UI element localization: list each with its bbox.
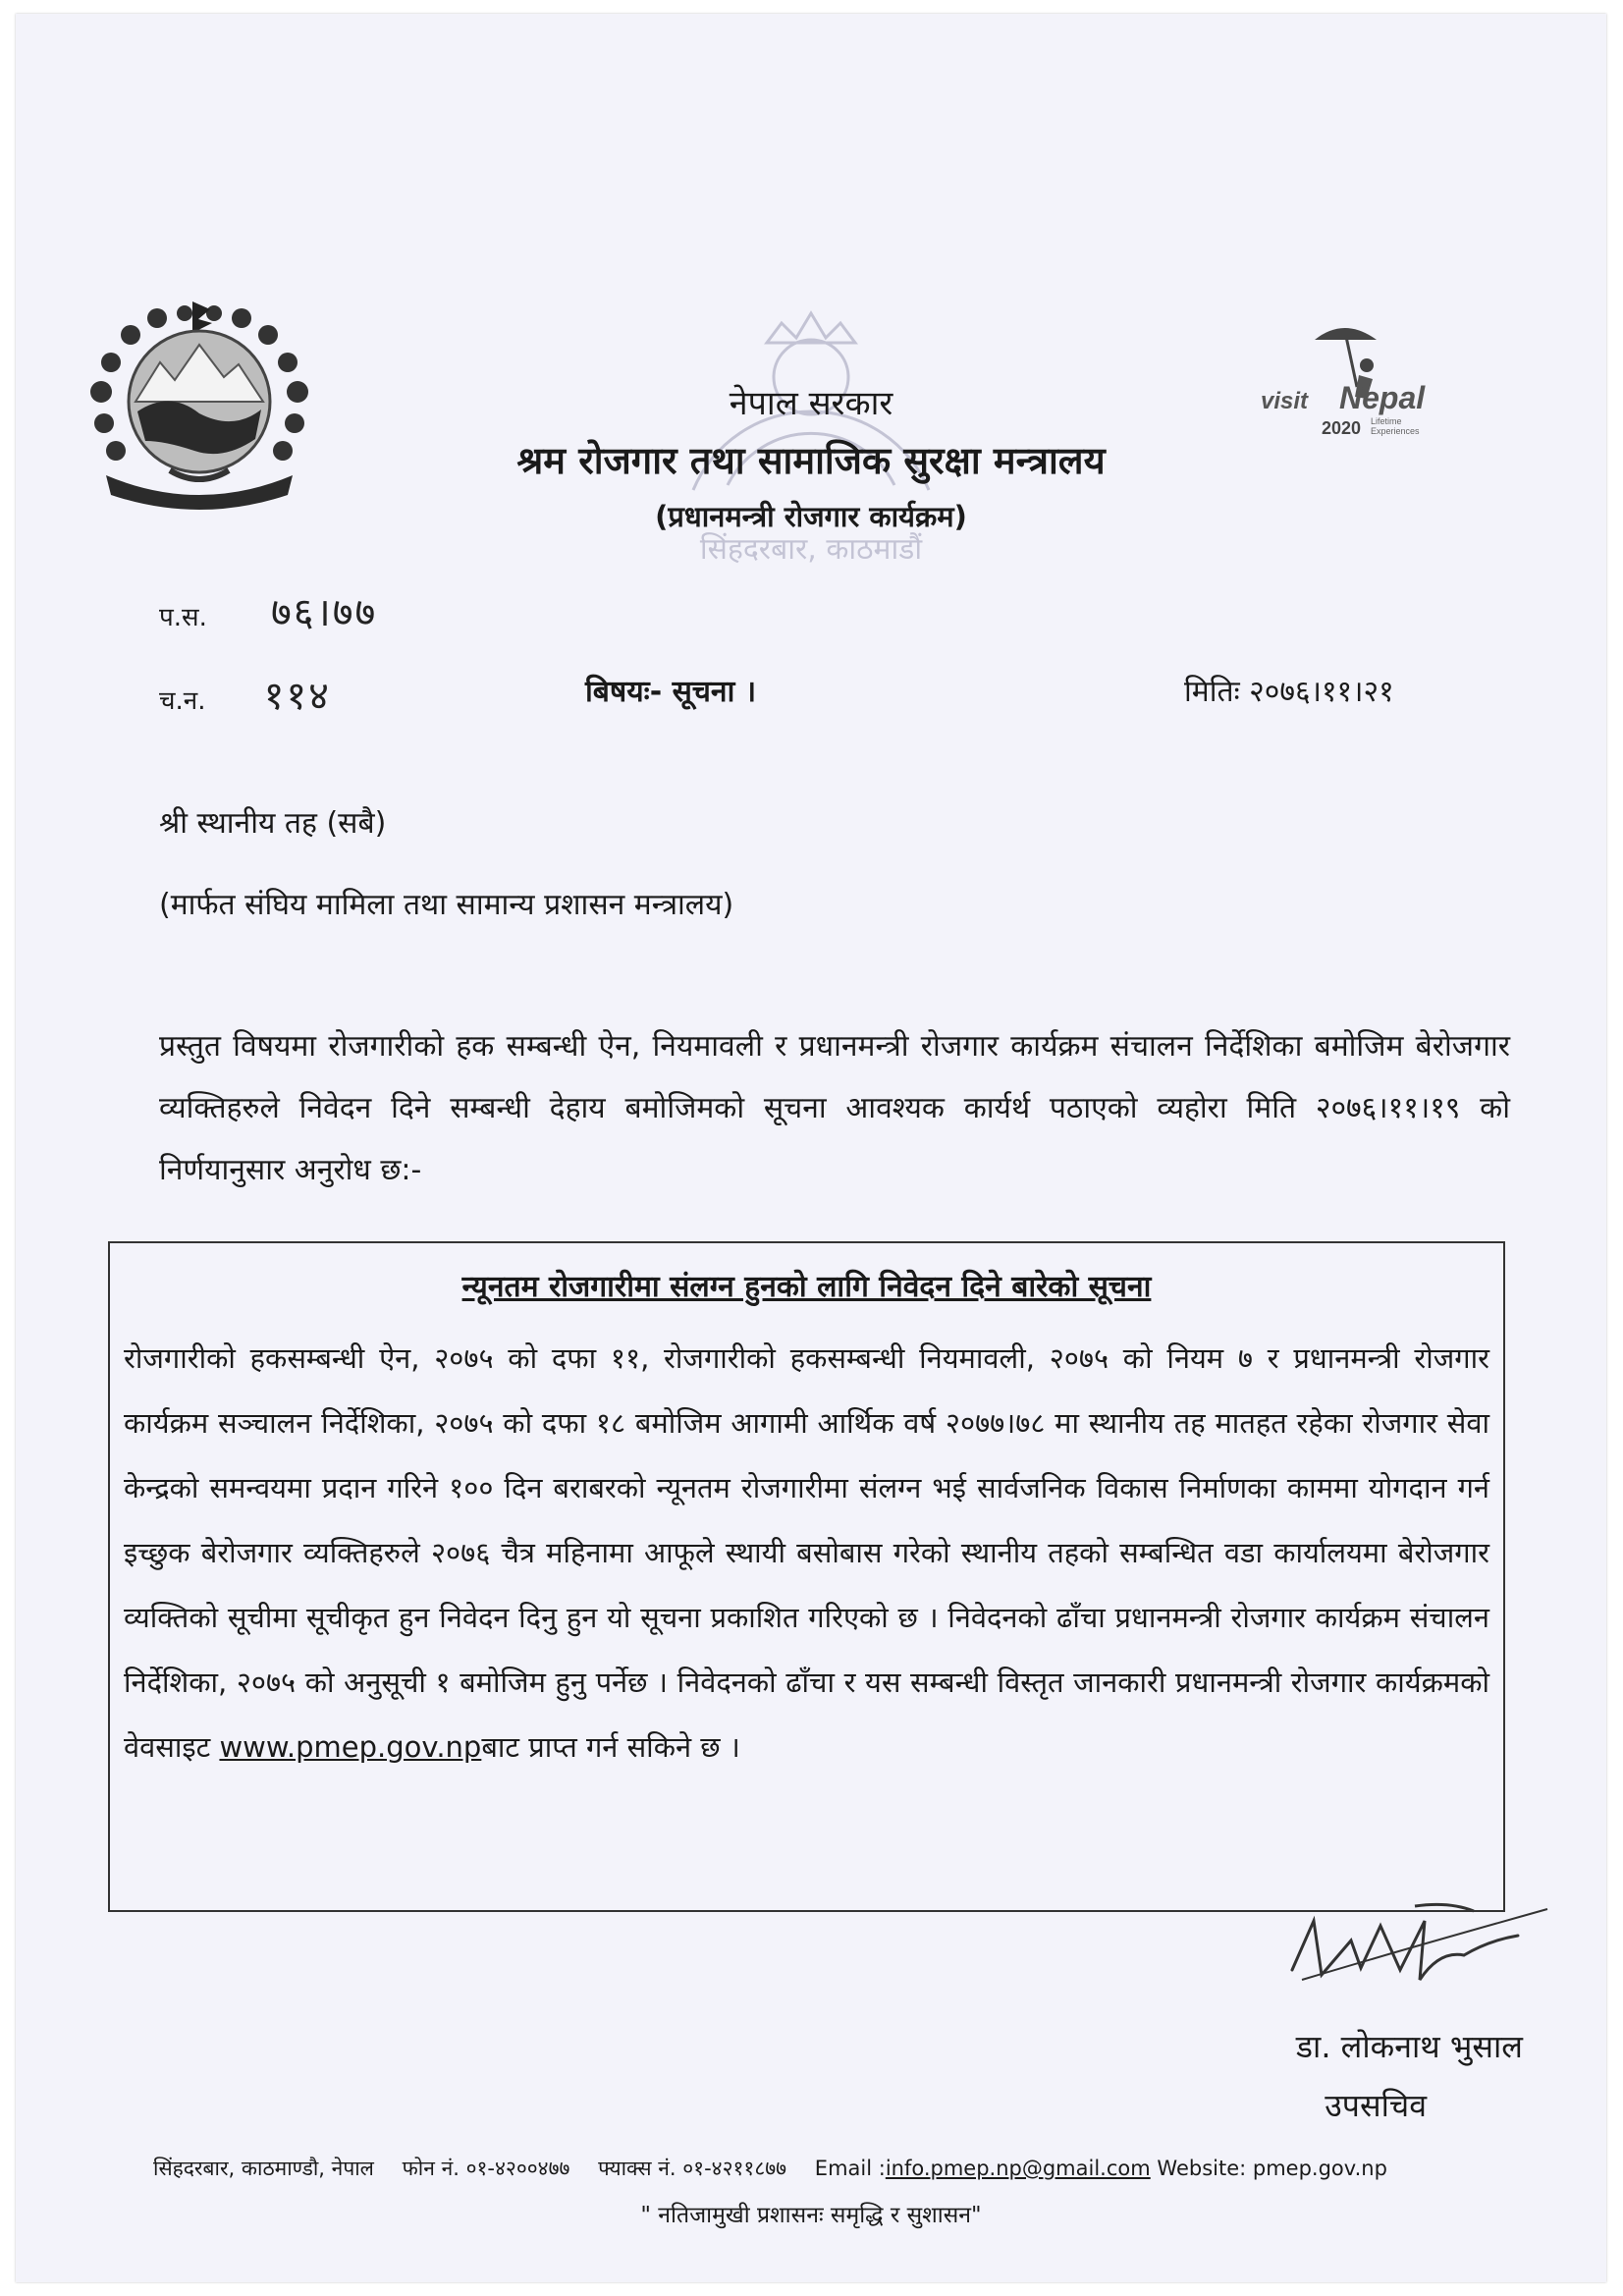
footer-website-label: Website: <box>1157 2157 1247 2180</box>
footer-contact <box>153 2155 1387 2182</box>
addressee-line-1: श्री स्थानीय तह (सबै) <box>159 806 387 841</box>
addressee-line-2: (मार्फत संघिय मामिला तथा सामान्य प्रशासन मन्त्रालय) <box>159 888 734 922</box>
footer-email-label: Email : <box>814 2157 886 2180</box>
stamp-text: सिंहदरबार, काठमाडौं <box>699 532 923 567</box>
website-link[interactable]: www.pmep.gov.np <box>219 1730 482 1764</box>
ps-number <box>159 583 377 637</box>
chn-number <box>159 667 331 721</box>
svg-text:Lifetime: Lifetime <box>1371 416 1402 426</box>
footer-motto: " नतिजामुखी प्रशासनः समृद्धि र सुशासन" <box>640 2203 982 2228</box>
signatory-title: उपसचिव <box>1325 2087 1427 2124</box>
header-program: (प्रधानमन्त्री रोजगार कार्यक्रम) <box>655 500 967 533</box>
footer-address: सिंहदरबार, काठमाण्डौ, नेपाल <box>153 2157 374 2180</box>
notice-body <box>124 1326 1489 1779</box>
signatory-name: डा. लोकनाथ भुसाल <box>1295 2028 1523 2065</box>
footer-phone: फोन नं. ०१-४२००४७७ <box>402 2157 570 2180</box>
svg-text:Experiences: Experiences <box>1371 426 1420 436</box>
svg-text:visit: visit <box>1261 388 1309 414</box>
intro-paragraph: प्रस्तुत विषयमा रोजगारीको हक सम्बन्धी ऐन, नियमावली र प्रधानमन्त्री रोजगार कार्यक्रम संचालन निर्देशिका बमोजिम बेरोजगार व्यक्तिहरुले निवेदन दिने सम्बन्धी देहाय बमोजिमको सूचना आवश्यक कार्यर्थ पठाएको व्यहोरा मिति २०७६।११।१९ को निर्णयानुसार अनुरोध छ:- <box>159 1029 1510 1187</box>
ps-value: ७६।७७ <box>270 590 378 635</box>
svg-text:Nepal: Nepal <box>1339 380 1426 415</box>
footer-fax: फ्याक्स नं. ०१-४२११८७७ <box>598 2157 787 2180</box>
footer-email-link[interactable]: info.pmep.np@gmail.com <box>885 2157 1151 2180</box>
notice-tail: बाट प्राप्त गर्न सकिने छ । <box>481 1730 740 1764</box>
letter-date: मितिः २०७६।११।२१ <box>1184 675 1394 709</box>
notice-text: रोजगारीको हकसम्बन्धी ऐन, २०७५ को दफा ११, रोजगारीको हकसम्बन्धी नियमावली, २०७५ को नियम ७ र प्रधानमन्त्री रोजगार कार्यक्रम सञ्चालन निर्देशिका, २०७५ को दफा १८ बमोजिम आगामी आर्थिक वर्ष २०७७।७८ मा स्थानीय तह मातहत रहेका रोजगार सेवा केन्द्रको समन्वयमा प्रदान गरिने १०० दिन बराबरको न्यूनतम रोजगारीमा संलग्न भई सार्वजनिक विकास निर्माणका काममा योगदान गर्न इच्छुक बेरोजगार व्यक्तिहरुले २०७६ चैत्र महिनामा आफूले स्थायी बसोबास गरेको स्थानीय तहको सम्बन्धित वडा कार्यालयमा बेरोजगार व्यक्तिको सूचीमा सूचीकृत हुन निवेदन दिनु हुन यो सूचना प्रकाशित गरिएको छ । निवेदनको ढाँचा प्रधानमन्त्री रोजगार कार्यक्रम संचालन निर्देशिका, २०७५ को अनुसूची १ बमोजिम हुनु पर्नेछ । निवेदनको ढाँचा र यस सम्बन्धी विस्तृत जानकारी प्रधानमन्त्री रोजगार कार्यक्रमको वेवसाइट <box>124 1341 1489 1764</box>
handwritten-signature <box>1253 1882 1567 2009</box>
notice-title: न्यूनतम रोजगारीमा संलग्न हुनको लागि निवेदन दिने बारेको सूचना <box>461 1270 1152 1304</box>
header-ministry: श्रम रोजगार तथा सामाजिक सुरक्षा मन्त्रालय <box>516 439 1106 482</box>
footer-website[interactable]: pmep.gov.np <box>1252 2157 1387 2180</box>
letter-page <box>16 14 1606 2282</box>
notice-box <box>108 1241 1505 1912</box>
header-government: नेपाल सरकार <box>729 384 893 423</box>
subject-line: बिषयः- सूचना । <box>585 675 757 709</box>
ps-label: प.स. <box>159 603 207 632</box>
svg-text:2020: 2020 <box>1322 418 1362 438</box>
chn-value: ११४ <box>263 674 331 719</box>
chn-label: च.न. <box>159 686 206 716</box>
